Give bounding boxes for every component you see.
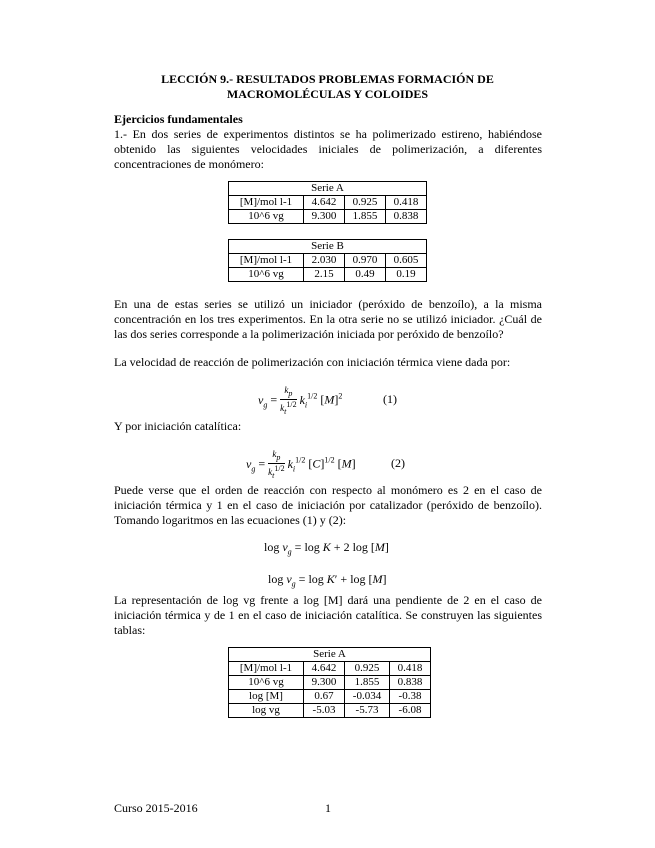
table-cell: 0.925 — [345, 196, 386, 210]
table-cell: 9.300 — [304, 210, 345, 224]
table-cell: 0.970 — [345, 254, 386, 268]
table-cell: 0.925 — [345, 662, 390, 676]
table-cell: 9.300 — [304, 676, 345, 690]
equation-2-number: (2) — [391, 456, 405, 470]
paragraph-5: Puede verse que el orden de reacción con respecto al monómero es 2 en el caso de iniciación térmica y 1 en el caso de iniciación por catalizador (peróxido de benzoílo). Tomando logaritmos en las ecuaciones (1) y (2): — [114, 483, 542, 527]
table-cell: [M]/mol l-1 — [229, 196, 304, 210]
equation-2: $v_g$ = $\frac{k_p}{k_t^{1/2}}$ $k_i^{1/2}$ $[C]^{1/2}$ [M] — [246, 449, 356, 480]
table-caption: Serie A — [229, 648, 431, 662]
document-title — [0, 72, 655, 102]
table-cell: -0.38 — [390, 690, 431, 704]
table-cell: log [M] — [229, 690, 304, 704]
section-heading: Ejercicios fundamentales — [114, 112, 243, 126]
page-number: 1 — [325, 801, 331, 815]
table-serie-b — [228, 239, 427, 282]
log-equation-2: $\log v_g = \log K' + \log [M]$ — [268, 572, 387, 589]
paragraph-4: Y por iniciación catalítica: — [114, 419, 242, 433]
table-cell: 0.67 — [304, 690, 345, 704]
table-cell: 0.49 — [345, 268, 386, 282]
table-cell: [M]/mol l-1 — [229, 662, 304, 676]
table-caption: Serie A — [229, 182, 427, 196]
table-serie-a — [228, 181, 427, 224]
table-caption: Serie B — [229, 240, 427, 254]
table-cell: 0.838 — [386, 210, 427, 224]
paragraph-6: La representación de log vg frente a log [M] dará una pendiente de 2 en el caso de iniciación térmica y de 1 en el caso de iniciación catalítica. Se construyen las siguientes tablas: — [114, 593, 542, 637]
equation-1: $v_g$ = $\frac{k_p}{k_t^{1/2}}$ $k_i^{1/2}$ $[M]^2$ — [258, 385, 343, 416]
footer-course: Curso 2015-2016 — [114, 801, 198, 815]
table-cell: -5.03 — [304, 704, 345, 718]
title-line-2: MACROMOLÉCULAS Y COLOIDES — [226, 87, 429, 101]
table-cell: 0.19 — [386, 268, 427, 282]
title-line-1: LECCIÓN 9.- RESULTADOS PROBLEMAS FORMACIÓN DE — [161, 72, 494, 86]
table-cell: 0.418 — [390, 662, 431, 676]
equation-1-number: (1) — [383, 392, 397, 406]
table-cell: 0.838 — [390, 676, 431, 690]
table-cell: 10^6 vg — [229, 268, 304, 282]
table-cell: [M]/mol l-1 — [229, 254, 304, 268]
table-cell: 0.605 — [386, 254, 427, 268]
table-cell: -6.08 — [390, 704, 431, 718]
paragraph-1: 1.- En dos series de experimentos distintos se ha polimerizado estireno, habiéndose obtenido las siguientes velocidades iniciales de polimerización, a diferentes concentraciones de monómero: — [114, 127, 542, 171]
table-cell: 4.642 — [304, 662, 345, 676]
table-serie-a-log — [228, 647, 431, 718]
table-cell: 10^6 vg — [229, 676, 304, 690]
table-cell: 10^6 vg — [229, 210, 304, 224]
table-cell: 1.855 — [345, 676, 390, 690]
table-cell: 2.030 — [304, 254, 345, 268]
table-cell: 2.15 — [304, 268, 345, 282]
paragraph-3: La velocidad de reacción de polimerización con iniciación térmica viene dada por: — [114, 355, 511, 369]
table-cell: 1.855 — [345, 210, 386, 224]
table-cell: 0.418 — [386, 196, 427, 210]
table-cell: 4.642 — [304, 196, 345, 210]
table-cell: log vg — [229, 704, 304, 718]
paragraph-2: En una de estas series se utilizó un iniciador (peróxido de benzoílo), a la misma concentración en los tres experimentos. En la otra serie no se utilizó iniciador. ¿Cuál de las dos series corresponde a la polimerización iniciada por peróxido de benzoílo? — [114, 297, 542, 341]
table-cell: -0.034 — [345, 690, 390, 704]
table-cell: -5.73 — [345, 704, 390, 718]
log-equation-1: $\log v_g = \log K + 2$ log [M] — [264, 540, 389, 557]
